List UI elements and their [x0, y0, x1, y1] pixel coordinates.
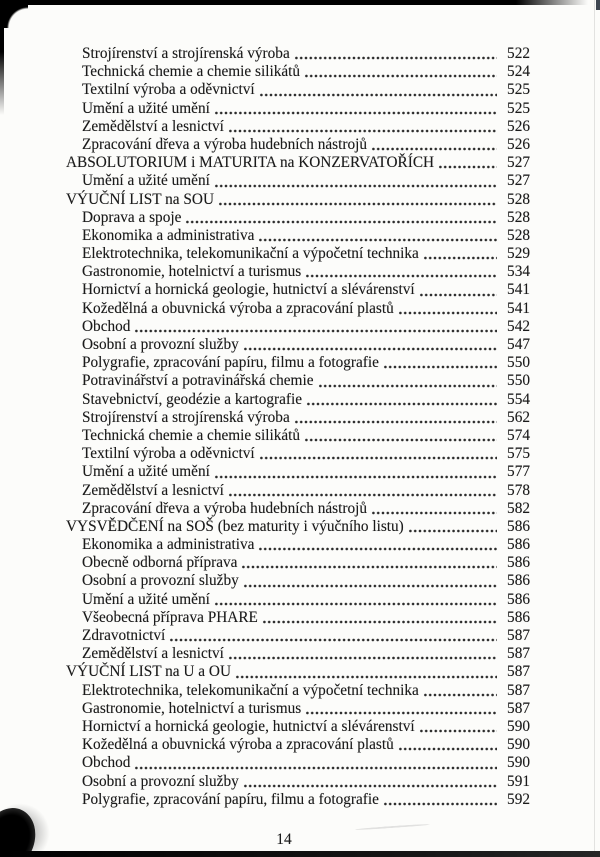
- toc-entry: [66, 227, 530, 245]
- toc-entry-label: Zpracování dřeva a výroba hudebních nástrojů: [82, 135, 368, 153]
- toc-entry: [66, 354, 530, 372]
- toc-entry-label: VÝUČNÍ LIST na SOU: [66, 190, 215, 208]
- dot-leader: [134, 318, 497, 336]
- scan-smudge-mark: [355, 823, 430, 830]
- toc-entry: [66, 118, 530, 136]
- toc-entry-label: Strojírenství a strojírenská výroba: [82, 408, 290, 426]
- toc-entry-label: Obchod: [82, 754, 131, 772]
- toc-entry-label: Umění a užité umění: [82, 590, 210, 608]
- toc-entry-label: Zpracování dřeva a výroba hudebních nástrojů: [82, 499, 368, 517]
- toc-entry-page-number: 587: [507, 699, 530, 717]
- toc-entry-page-number: 529: [507, 245, 530, 263]
- dot-leader: [243, 336, 497, 354]
- dot-leader: [419, 281, 497, 299]
- toc-entry-page-number: 586: [507, 590, 530, 608]
- toc-entry: [66, 609, 530, 627]
- toc-entry: [66, 718, 530, 736]
- dot-leader: [262, 609, 497, 627]
- toc-entry: [66, 791, 530, 809]
- toc-entry: [66, 700, 530, 718]
- dot-leader: [185, 209, 497, 227]
- toc-entry-page-number: 587: [507, 663, 530, 681]
- toc-entry: [66, 300, 530, 318]
- toc-entry-label: Obchod: [82, 317, 131, 335]
- toc-entry-page-number: 525: [507, 81, 530, 99]
- toc-entry-label: Ekonomika a administrativa: [82, 226, 255, 244]
- dot-leader: [243, 773, 497, 791]
- dot-leader: [243, 572, 497, 590]
- toc-entry-label: Gastronomie, hotelnictví a turismus: [82, 699, 302, 717]
- toc-entry-page-number: 541: [507, 281, 530, 299]
- toc-entry-label: Elektrotechnika, telekomunikační a výpočetní technika: [82, 245, 419, 263]
- toc-entry-page-number: 527: [507, 172, 530, 190]
- dot-leader: [304, 427, 497, 445]
- toc-entry-page-number: 541: [507, 299, 530, 317]
- toc-entry-page-number: 534: [507, 263, 530, 281]
- toc-entry-label: Technická chemie a chemie silikátů: [82, 426, 301, 444]
- scan-corner-top-left: [0, 0, 28, 28]
- dot-leader: [438, 154, 497, 172]
- dot-leader: [214, 172, 497, 190]
- toc-entry-label: Umění a užité umění: [82, 463, 210, 481]
- toc-entry-page-number: 527: [507, 154, 530, 172]
- toc-entry: [66, 518, 530, 536]
- toc-entry: [66, 81, 530, 99]
- toc-entry-label: Osobní a provozní služby: [82, 572, 239, 590]
- toc-entry: [66, 63, 530, 81]
- dot-leader: [235, 663, 497, 681]
- toc-entry-page-number: 586: [507, 554, 530, 572]
- scan-edge-left-shadow: [0, 0, 4, 115]
- toc-entry-page-number: 562: [507, 408, 530, 426]
- toc-entry: [66, 336, 530, 354]
- toc-entry: [66, 409, 530, 427]
- toc-entry-label: ABSOLUTORIUM i MATURITA na KONZERVATOŘÍCH: [66, 154, 435, 172]
- toc-entry-page-number: 528: [507, 226, 530, 244]
- toc-entry: [66, 645, 530, 663]
- toc-entry: [66, 263, 530, 281]
- toc-entry-label: Všeobecná příprava PHARE: [82, 608, 258, 626]
- dot-leader: [305, 263, 497, 281]
- toc-entry-label: Hornictví a hornická geologie, hutnictví a slévárenství: [82, 281, 415, 299]
- toc-entry: [66, 736, 530, 754]
- dot-leader: [214, 591, 497, 609]
- toc-entry-label: Obecně odborná příprava: [82, 554, 238, 572]
- toc-entry-label: Polygrafie, zpracování papíru, filmu a fotografie: [82, 790, 379, 808]
- dot-leader: [383, 791, 497, 809]
- dot-leader: [423, 682, 497, 700]
- dot-leader: [259, 81, 497, 99]
- toc-entry: [66, 445, 530, 463]
- toc-entry-page-number: 526: [507, 117, 530, 135]
- toc-entry-page-number: 590: [507, 717, 530, 735]
- toc-entry-page-number: 577: [507, 463, 530, 481]
- toc-entry-page-number: 582: [507, 499, 530, 517]
- toc-entry-page-number: 574: [507, 426, 530, 444]
- dot-leader: [228, 645, 497, 663]
- toc-entry-page-number: 578: [507, 481, 530, 499]
- toc-entry-label: Zemědělství a lesnictví: [82, 645, 224, 663]
- toc-entry-page-number: 586: [507, 608, 530, 626]
- toc-entry: [66, 682, 530, 700]
- toc-entry-page-number: 586: [507, 536, 530, 554]
- dot-leader: [318, 372, 498, 390]
- dot-leader: [371, 500, 497, 518]
- toc-entry-page-number: 587: [507, 627, 530, 644]
- toc-entry-page-number: 526: [507, 135, 530, 153]
- toc-entry-label: Stavebnictví, geodézie a kartografie: [82, 390, 303, 408]
- toc-entry-label: Gastronomie, hotelnictví a turismus: [82, 263, 302, 281]
- dot-leader: [214, 463, 497, 481]
- toc-entry-label: Kožedělná a obuvnická výroba a zpracování plastů: [82, 299, 394, 317]
- toc-entry: [66, 281, 530, 299]
- toc-entry: [66, 154, 530, 172]
- toc-entry-page-number: 524: [507, 63, 530, 81]
- scan-page-edge-line: [594, 0, 595, 857]
- page-number: 14: [276, 831, 292, 848]
- toc-entry-label: Umění a užité umění: [82, 99, 210, 117]
- toc-entry-label: Kožedělná a obuvnická výroba a zpracování plastů: [82, 736, 394, 754]
- toc-entry-page-number: 525: [507, 99, 530, 117]
- toc-entry-page-number: 592: [507, 790, 530, 808]
- toc-entry-label: VÝUČNÍ LIST na U a OU: [66, 663, 231, 681]
- toc-entry-label: Zemědělství a lesnictví: [82, 481, 224, 499]
- toc-entry: [66, 554, 530, 572]
- toc-entry: [66, 318, 530, 336]
- toc-entry-label: Hornictví a hornická geologie, hutnictví a slévárenství: [82, 717, 415, 735]
- toc-entry: [66, 572, 530, 590]
- toc-entry-page-number: 590: [507, 736, 530, 754]
- toc-entry-page-number: 522: [507, 45, 530, 62]
- scan-edge-bottom: [0, 851, 600, 857]
- dot-leader: [371, 136, 497, 154]
- toc-entry-page-number: 575: [507, 445, 530, 463]
- dot-leader: [398, 736, 497, 754]
- toc-entry-label: Polygrafie, zpracování papíru, filmu a fotografie: [82, 354, 379, 372]
- toc-entry: [66, 627, 530, 645]
- dot-leader: [218, 191, 497, 209]
- toc-entry: [66, 427, 530, 445]
- dot-leader: [304, 63, 497, 81]
- toc-entry-label: Umění a užité umění: [82, 172, 210, 190]
- toc-entry-label: Zdravotnictví: [82, 627, 166, 644]
- toc-entry-page-number: 586: [507, 572, 530, 590]
- dot-leader: [423, 245, 497, 263]
- toc-entry: [66, 45, 530, 63]
- dot-leader: [228, 118, 497, 136]
- dot-leader: [259, 445, 497, 463]
- toc-entry-label: Textilní výroba a oděvnictví: [82, 81, 255, 99]
- dot-leader: [214, 100, 497, 118]
- scan-corner-top-right-mark: [596, 0, 600, 10]
- toc-entry-label: Osobní a provozní služby: [82, 772, 239, 790]
- dot-leader: [258, 536, 497, 554]
- toc-entry-label: Elektrotechnika, telekomunikační a výpočetní technika: [82, 681, 419, 699]
- scan-edge-top: [0, 0, 600, 5]
- dot-leader: [419, 718, 497, 736]
- toc-entry: [66, 191, 530, 209]
- dot-leader: [134, 754, 497, 772]
- toc-entry-page-number: 587: [507, 645, 530, 663]
- toc-entry-label: Strojírenství a strojírenská výroba: [82, 45, 290, 62]
- toc-entry-page-number: 590: [507, 754, 530, 772]
- toc-entry: [66, 391, 530, 409]
- toc-entry-page-number: 542: [507, 317, 530, 335]
- dot-leader: [305, 700, 497, 718]
- toc-entry: [66, 136, 530, 154]
- toc-entry: [66, 245, 530, 263]
- dot-leader: [408, 518, 497, 536]
- toc-entry: [66, 482, 530, 500]
- toc-entry-page-number: 587: [507, 681, 530, 699]
- toc-entry-page-number: 586: [507, 517, 530, 535]
- toc-entry: [66, 100, 530, 118]
- dot-leader: [294, 45, 497, 63]
- toc-entry-label: Ekonomika a administrativa: [82, 536, 255, 554]
- toc-entry-page-number: 554: [507, 390, 530, 408]
- dot-leader: [258, 227, 497, 245]
- toc-entry: [66, 591, 530, 609]
- dot-leader: [241, 554, 497, 572]
- toc-entry: [66, 463, 530, 481]
- toc-entry: [66, 663, 530, 681]
- dot-leader: [306, 391, 497, 409]
- toc-entry-page-number: 550: [507, 372, 530, 390]
- toc-entry-page-number: 550: [507, 354, 530, 372]
- dot-leader: [383, 354, 497, 372]
- dot-leader: [294, 409, 497, 427]
- dot-leader: [228, 482, 497, 500]
- toc-entry: [66, 209, 530, 227]
- toc-entry-label: VYSVĚDČENÍ na SOŠ (bez maturity i výučního listu): [66, 517, 404, 535]
- dot-leader: [169, 627, 497, 645]
- toc-entry: [66, 536, 530, 554]
- toc-entry-label: Zemědělství a lesnictví: [82, 117, 224, 135]
- table-of-contents: [66, 45, 530, 809]
- toc-entry: [66, 773, 530, 791]
- toc-entry-label: Textilní výroba a oděvnictví: [82, 445, 255, 463]
- toc-entry-page-number: 591: [507, 772, 530, 790]
- toc-entry: [66, 500, 530, 518]
- toc-entry-page-number: 528: [507, 208, 530, 226]
- toc-entry: [66, 172, 530, 190]
- dot-leader: [398, 300, 497, 318]
- toc-entry-label: Doprava a spoje: [82, 208, 182, 226]
- toc-entry: [66, 372, 530, 390]
- toc-entry: [66, 754, 530, 772]
- toc-entry-page-number: 528: [507, 190, 530, 208]
- toc-entry-label: Technická chemie a chemie silikátů: [82, 63, 301, 81]
- toc-entry-page-number: 547: [507, 336, 530, 353]
- toc-entry-label: Potravinářství a potravinářská chemie: [82, 372, 314, 390]
- toc-entry-label: Osobní a provozní služby: [82, 336, 239, 353]
